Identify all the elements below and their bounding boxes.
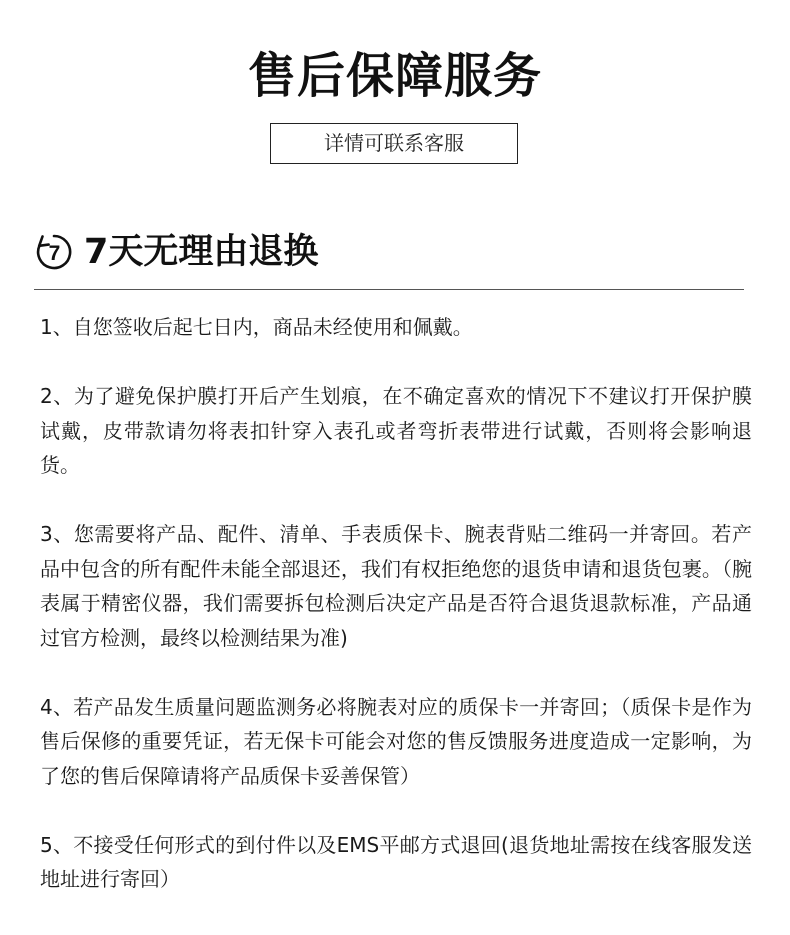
policy-item-4: 4、若产品发生质量问题监测务必将腕表对应的质保卡一并寄回；（质保卡是作为售后保修的重要凭证，若无保卡可能会对您的售反馈服务进度造成一定影响，为了您的售后保障请将产品质保卡妥善保管） [40, 694, 752, 788]
policy-item-2: 2、为了避免保护膜打开后产生划痕，在不确定喜欢的情况下不建议打开保护膜试戴，皮带款请勿将表扣针穿入表孔或者弯折表带进行试戴，否则将会影响退货。 [40, 384, 752, 477]
policy-item-3: 3、您需要将产品、配件、清单、手表质保卡、腕表背贴二维码一并寄回。若产品中包含的所有配件未能全部退还，我们有权拒绝您的退货申请和退货包裹。（腕表属于精密仪器，我们需要拆包检测后决定产品是否符合退货退款标准，产品通过官方检测，最终以检测结果为准) [40, 522, 752, 650]
section-title: 7天无理由退换 [84, 232, 319, 272]
section-header [34, 224, 318, 280]
contact-service-label: 详情可联系客服 [270, 123, 518, 164]
policy-list [40, 310, 752, 931]
policy-item-5: 5、不接受任何形式的到付件以及EMS平邮方式退回(退货地址需按在线客服发送地址进行寄回） [40, 832, 752, 891]
icon-numeral: 7 [48, 242, 61, 265]
section-divider [34, 289, 744, 290]
page-title: 售后保障服务 [247, 48, 542, 104]
seven-day-return-icon [34, 232, 74, 272]
policy-item-1: 1、自您签收后起七日内，商品未经使用和佩戴。 [40, 315, 473, 339]
